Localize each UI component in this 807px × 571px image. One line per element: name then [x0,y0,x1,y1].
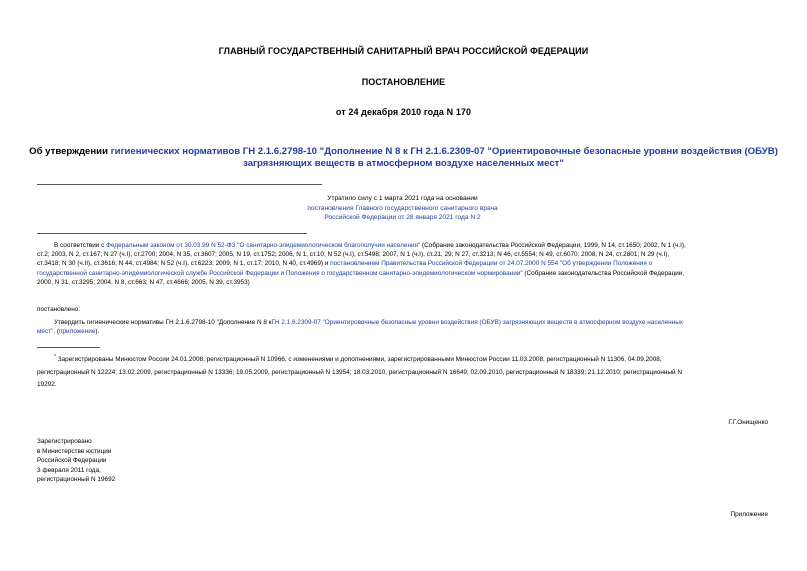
resolution-text: ). [95,328,100,336]
resolution-paragraph [37,318,777,336]
registration-line: 3 февраля 2011 года, [37,466,101,474]
document-type: ПОСТАНОВЛЕНИЕ [361,77,446,87]
issuing-authority: ГЛАВНЫЙ ГОСУДАРСТВЕННЫЙ САНИТАРНЫЙ ВРАЧ РОССИЙСКОЙ ФЕДЕРАЦИИ [218,46,589,56]
preamble-text: (Собрание законодательства Российской Федерации, 1999, N 14, ст.1650; 2002, N 1 (ч.I), [420,242,686,249]
footnote [37,351,777,392]
footnote-marker: * [54,354,56,360]
appendix-link[interactable]: приложение [59,328,96,336]
registration-line: Российской Федерации [37,457,107,465]
resolution-text: Утвердить гигиенические нормативы ГН 2.1.6.2798-10 "Дополнение N 8 к [54,319,272,326]
document-date-number: от 24 декабря 2010 года N 170 [335,107,472,117]
document-title [0,146,807,170]
preamble-paragraph [37,241,777,287]
base-norms-link[interactable]: ГН 2.1.6.2309-07 "Ориентировочные безопасные уровни воздействия (ОБУВ) загрязняющих веществ в атмосферном воздухе населенных [271,319,684,326]
resolution-label: постановлено: [37,306,81,313]
footnote-text: Зарегистрированы Минюстом России 24.01.2008, регистрационный N 10966, с изменениями и дополнениями, зарегистрированными Минюстом России 11.03.2008, регистрационный N 11306, 04.09.2008, [55,356,662,364]
base-norms-link-continued[interactable]: мест" [37,328,54,336]
preamble-line: ст.2; 2003, N 2, ст.167; N 27 (ч.I), ст.2700; 2004, N 35, ст.3607; 2005, N 19, ст.1752; 2006, N 1, ст.10; N 52 (ч.I), ст.5498; 2007, N 1 (ч.I), ст.21, 29; N 27, ст.3213; N 46, ст.5554; N 49, ст.6070; 2008, N 24, ст.2801; N 29 (ч.I), [37,251,670,259]
signatory-name: Г.Г.Онищенко [728,419,768,426]
government-decree-link-continued[interactable]: государственной санитарно-эпидемиологической службе Российской Федерации и Положения о государственном санитарно-эпидемиологическом нормировании" [37,269,523,277]
preamble-text: В соответствии с [54,242,107,249]
resolution-text: . ( [53,328,60,336]
registration-line: регистрационный N 19692 [37,476,116,484]
divider-bottom [37,233,307,234]
footnote-divider [37,347,100,348]
status-line: Утратило силу с 1 марта 2021 года на основании [327,195,478,202]
title-norms-link-continued[interactable]: загрязняющих веществ в атмосферном воздухе населенных мест" [243,158,564,169]
government-decree-link[interactable]: постановлением Правительства Российской Федерации от 24.07.2000 N 554 "Об утверждении Положения о [330,260,653,268]
appendix-heading: Приложение [730,511,768,518]
footnote-text: регистрационный N 12224; 13.02.2009, регистрационный N 13336; 19.05.2009, регистрационный N 13954; 18.03.2010, регистрационный N 16649; 02.09.2010, регистрационный N 18339; 21.12.2010; регистрационный N [37,368,682,376]
title-norms-link[interactable]: гигиенических нормативов ГН 2.1.6.2798-10 "Дополнение N 8 к ГН 2.1.6.2309-07 "Ориентировочные безопасные уровни воздействия (ОБУВ) [110,146,778,157]
divider-top [37,184,322,185]
status-repeal-link-continued[interactable]: Российской Федерации от 28 января 2021 года N 2 [324,214,481,222]
preamble-line: 2000, N 31, ст.3295; 2004, N 8, ст.663; N 47, ст.4666; 2005, N 39, ст.3953) [37,278,250,286]
registration-block [37,437,115,485]
preamble-text: ст.3418; N 30 (ч.II), ст.3616; N 44, ст.4984; N 52 (ч.I), ст.6223; 2009, N 1, ст.17; 2010, N 40, ст.4969) и [37,260,331,268]
footnote-text: 19292. [37,381,57,389]
federal-law-link[interactable]: Федеральным законом от 30.03.99 N 52-ФЗ "О санитарно-эпидемиологическом благополучии населения" [106,242,421,249]
registration-line: Зарегистрировано [37,438,92,445]
registration-line: в Министерстве юстиции [37,447,112,455]
title-prefix: Об утверждении [29,146,111,157]
preamble-text: (Собрание законодательства Российской Федерации, [522,269,685,277]
status-repeal-link[interactable]: постановления Главного государственного санитарного врача [307,204,498,212]
